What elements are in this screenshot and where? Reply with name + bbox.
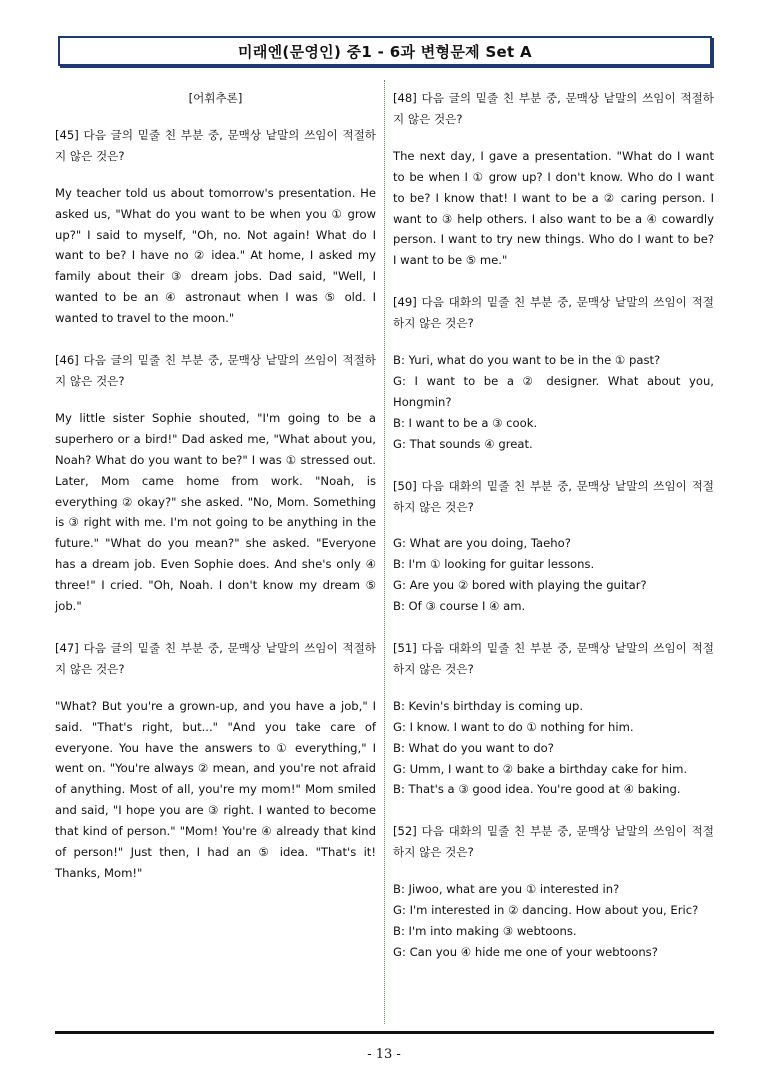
dialog-line: B: Kevin's birthday is coming up. <box>393 698 584 713</box>
dialog-line: B: I want to be a ③ cook. <box>393 415 538 430</box>
question-48 <box>393 88 714 271</box>
dialog-line: B: What do you want to do? <box>393 740 554 755</box>
question-51 <box>393 638 714 800</box>
page-number: - 13 - <box>367 1047 401 1062</box>
dialog <box>393 879 714 963</box>
left-column <box>55 88 376 905</box>
question-50 <box>393 476 714 617</box>
column-divider <box>384 80 385 1024</box>
question-passage: My teacher told us about tomorrow's presentation. He asked us, "What do you want to be when you ① grow up?" I said to myself, "Oh, no. Not again! What do I want to be? I have no ② idea." At home, I asked my family about their ③ dream jobs. Dad said, "Well, I wanted to be an ④ astronaut when I was ⑤ old. I wanted to travel to the moon." <box>55 185 376 326</box>
question-passage: My little sister Sophie shouted, "I'm going to be a superhero or a bird!" Dad asked me, "What about you, Noah? What do you want to be?" I was ① stressed out. Later, Mom came home from work. "Noah, is everything ② okay?" she asked. "No, Mom. Something is ③ right with me. I'm not going to be anything in the future." "What do you mean?" she asked. "Everyone has a dream job. Even Sophie does. And she's only ④ three!" I cried. "Oh, Noah. I don't know my dream ⑤ job." <box>55 410 376 614</box>
bottom-rule <box>55 1031 714 1034</box>
dialog <box>393 533 714 617</box>
right-column <box>393 88 714 984</box>
question-prompt: [51] 다음 대화의 밑줄 친 부분 중, 문맥상 낱말의 쓰임이 적절하지 않은 것은? <box>393 641 714 676</box>
dialog-line: G: Umm, I want to ② bake a birthday cake for him. <box>393 761 688 776</box>
dialog-line: B: I'm into making ③ webtoons. <box>393 924 577 938</box>
question-prompt: [48] 다음 글의 밑줄 친 부분 중, 문맥상 낱말의 쓰임이 적절하지 않은 것은? <box>393 91 714 126</box>
page-title: 미래엔(문영인) 중1 - 6과 변형문제 Set A <box>238 42 532 61</box>
dialog-line: B: I'm ① looking for guitar lessons. <box>393 557 595 572</box>
dialog <box>393 696 714 801</box>
question-prompt: [47] 다음 글의 밑줄 친 부분 중, 문맥상 낱말의 쓰임이 적절하지 않은 것은? <box>55 640 376 676</box>
dialog-line: B: Jiwoo, what are you ① interested in? <box>393 882 620 897</box>
dialog-line: G: What are you doing, Taeho? <box>393 536 571 551</box>
dialog-line: B: That's a ③ good idea. You're good at ④ baking. <box>393 782 681 797</box>
question-passage: The next day, I gave a presentation. "What do I want to be when I ① grow up? I don't know. Who do I want to be? I know that! I want to be a ② caring person. I want to ③ help others. I also want to be a ④ cowardly person. I want to try new things. Who do I want to be? I want to be ⑤ me." <box>393 148 714 268</box>
section-label: [어휘추론] <box>188 91 243 105</box>
dialog-line: G: I want to be a ② designer. What about you, Hongmin? <box>393 373 714 409</box>
question-passage: "What? But you're a grown-up, and you have a job," I said. "That's right, but..." "And you take care of everyone. You have the answers to ① everything," I went on. "You're always ② mean, and you're not afraid of anything. Most of all, you're my mom!" Mom smiled and said, "I hope you are ③ right. I wanted to become that kind of person." "Mom! You're ④ already that kind of person!" Just then, I had an ⑤ idea. "That's it! Thanks, Mom!" <box>55 698 376 880</box>
dialog-line: G: Are you ② bored with playing the guitar? <box>393 578 647 593</box>
question-47 <box>55 638 376 884</box>
dialog-line: G: I'm interested in ② dancing. How about you, Eric? <box>393 903 699 918</box>
dialog-line: G: That sounds ④ great. <box>393 436 533 451</box>
question-45 <box>55 125 376 329</box>
page-title-box <box>58 36 712 66</box>
question-46 <box>55 350 376 617</box>
dialog-line: B: Of ③ course I ④ am. <box>393 599 526 614</box>
dialog-line: G: Can you ④ hide me one of your webtoons? <box>393 944 658 959</box>
question-prompt: [45] 다음 글의 밑줄 친 부분 중, 문맥상 낱말의 쓰임이 적절하지 않은 것은? <box>55 127 376 163</box>
dialog-line: B: Yuri, what do you want to be in the ① past? <box>393 353 661 368</box>
question-prompt: [49] 다음 대화의 밑줄 친 부분 중, 문맥상 낱말의 쓰임이 적절하지 않은 것은? <box>393 295 714 331</box>
dialog-line: G: I know. I want to do ① nothing for him. <box>393 719 634 734</box>
question-52 <box>393 821 714 962</box>
question-prompt: [52] 다음 대화의 밑줄 친 부분 중, 문맥상 낱말의 쓰임이 적절하지 않은 것은? <box>393 824 714 860</box>
dialog <box>393 350 714 455</box>
question-prompt: [46] 다음 글의 밑줄 친 부분 중, 문맥상 낱말의 쓰임이 적절하지 않은 것은? <box>55 353 376 388</box>
question-prompt: [50] 다음 대화의 밑줄 친 부분 중, 문맥상 낱말의 쓰임이 적절하지 않은 것은? <box>393 478 714 514</box>
question-49 <box>393 292 714 454</box>
